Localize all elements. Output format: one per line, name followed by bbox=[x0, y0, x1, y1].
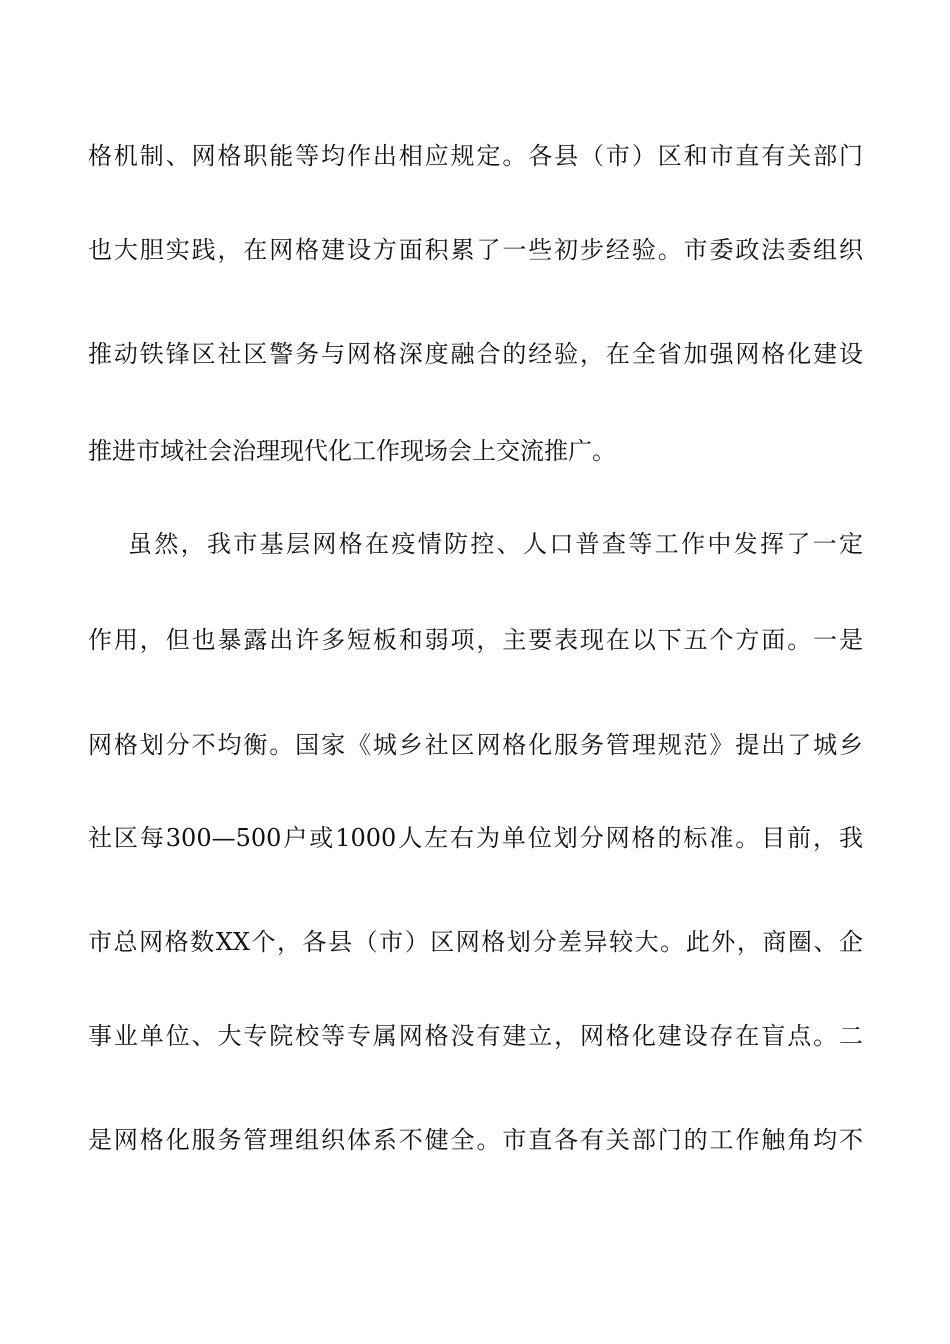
text-line-11: 是网格化服务管理组织体系不健全。市直各有关部门的工作触角均不 bbox=[88, 1126, 863, 1154]
text-line-6: 作用，但也暴露出许多短板和弱项，主要表现在以下五个方面。一是 bbox=[88, 626, 863, 654]
text-line-9: 市总网格数XX个，各县（市）区网格划分差异较大。此外，商圈、企 bbox=[88, 928, 863, 956]
text-line-5-paragraph-start: 虽然，我市基层网格在疫情防控、人口普查等工作中发挥了一定 bbox=[128, 530, 863, 558]
text-line-3: 推动铁锋区社区警务与网格深度融合的经验，在全省加强网格化建设 bbox=[88, 340, 863, 368]
text-line-1: 格机制、网格职能等均作出相应规定。各县（市）区和市直有关部门 bbox=[88, 142, 863, 170]
text-line-2: 也大胆实践，在网格建设方面积累了一些初步经验。市委政法委组织 bbox=[88, 236, 863, 264]
text-line-4: 推进市域社会治理现代化工作现场会上交流推广。 bbox=[88, 437, 616, 465]
text-line-8: 社区每300—500户或1000人左右为单位划分网格的标准。目前，我 bbox=[88, 824, 863, 852]
text-line-10: 事业单位、大专院校等专属网格没有建立，网格化建设存在盲点。二 bbox=[88, 1022, 863, 1050]
text-line-7: 网格划分不均衡。国家《城乡社区网格化服务管理规范》提出了城乡 bbox=[88, 731, 863, 759]
